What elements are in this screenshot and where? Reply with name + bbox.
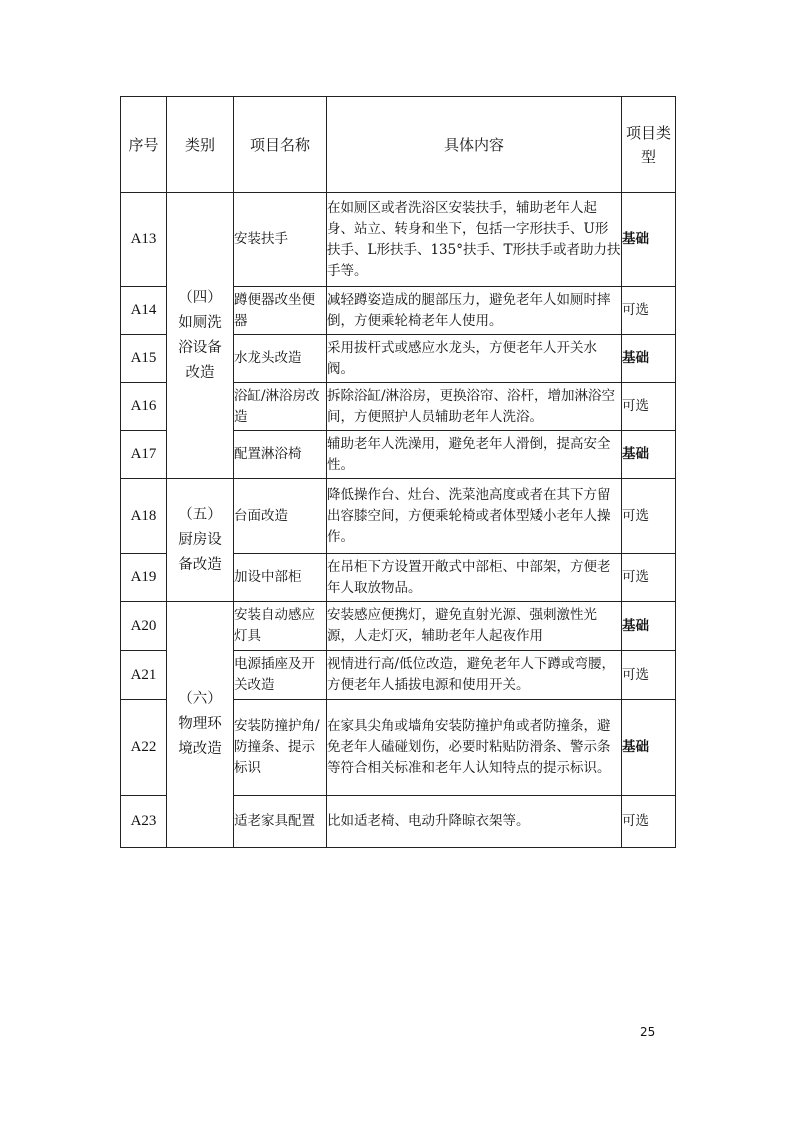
row-name: 台面改造	[234, 479, 327, 554]
row-type: 基础	[622, 431, 676, 479]
header-num: 序号	[121, 97, 167, 193]
header-content: 具体内容	[327, 97, 622, 193]
row-type: 可选	[622, 287, 676, 335]
row-num: A13	[121, 193, 167, 287]
row-type: 基础	[622, 700, 676, 796]
row-num: A20	[121, 602, 167, 651]
row-type: 基础	[622, 193, 676, 287]
row-num: A21	[121, 651, 167, 700]
row-num: A16	[121, 383, 167, 431]
row-name: 配置淋浴椅	[234, 431, 327, 479]
row-type: 可选	[622, 651, 676, 700]
row-num: A19	[121, 554, 167, 602]
row-name: 浴缸/淋浴房改造	[234, 383, 327, 431]
row-content: 拆除浴缸/淋浴房，更换浴帘、浴杆，增加淋浴空间，方便照护人员辅助老年人洗浴。	[327, 383, 622, 431]
row-name: 水龙头改造	[234, 335, 327, 383]
row-content: 在如厕区或者洗浴区安装扶手，辅助老年人起身、站立、转身和坐下，包括一字形扶手、U形扶手、L形扶手、135°扶手、T形扶手或者助力扶手等。	[327, 193, 622, 287]
row-name: 安装自动感应灯具	[234, 602, 327, 651]
table-row	[121, 602, 676, 651]
row-content: 采用拔杆式或感应水龙头，方便老年人开关水阀。	[327, 335, 622, 383]
row-num: A23	[121, 796, 167, 848]
row-type: 可选	[622, 554, 676, 602]
category-kitchen: （五）厨房设备改造	[167, 479, 234, 602]
row-num: A14	[121, 287, 167, 335]
page-number: 25	[640, 1025, 656, 1039]
category-env: （六）物理环境改造	[167, 602, 234, 848]
header-type: 项目类型	[622, 97, 676, 193]
header-category: 类别	[167, 97, 234, 193]
row-num: A15	[121, 335, 167, 383]
row-content: 比如适老椅、电动升降晾衣架等。	[327, 796, 622, 848]
row-name: 电源插座及开关改造	[234, 651, 327, 700]
table-header-row	[121, 97, 676, 193]
row-type: 可选	[622, 383, 676, 431]
row-name: 安装扶手	[234, 193, 327, 287]
row-name: 蹲便器改坐便器	[234, 287, 327, 335]
table-row	[121, 193, 676, 287]
row-content: 安装感应便携灯，避免直射光源、强刺激性光源，人走灯灭，辅助老年人起夜作用	[327, 602, 622, 651]
row-type: 可选	[622, 796, 676, 848]
row-type: 基础	[622, 602, 676, 651]
row-content: 在吊柜下方设置开敞式中部柜、中部架，方便老年人取放物品。	[327, 554, 622, 602]
row-num: A17	[121, 431, 167, 479]
row-name: 适老家具配置	[234, 796, 327, 848]
row-num: A18	[121, 479, 167, 554]
table-row	[121, 479, 676, 554]
row-name: 加设中部柜	[234, 554, 327, 602]
renovation-items-table	[120, 96, 676, 848]
row-name: 安装防撞护角/防撞条、提示标识	[234, 700, 327, 796]
header-name: 项目名称	[234, 97, 327, 193]
row-content: 辅助老年人洗澡用，避免老年人滑倒，提高安全性。	[327, 431, 622, 479]
row-type: 可选	[622, 479, 676, 554]
row-content: 在家具尖角或墙角安装防撞护角或者防撞条，避免老年人磕碰划伤，必要时粘贴防滑条、警示条等符合相关标准和老年人认知特点的提示标识。	[327, 700, 622, 796]
row-content: 视情进行高/低位改造，避免老年人下蹲或弯腰，方便老年人插拔电源和使用开关。	[327, 651, 622, 700]
row-num: A22	[121, 700, 167, 796]
category-bath: （四）如厕洗浴设备改造	[167, 193, 234, 479]
row-type: 基础	[622, 335, 676, 383]
row-content: 减轻蹲姿造成的腿部压力，避免老年人如厕时摔倒，方便乘轮椅老年人使用。	[327, 287, 622, 335]
row-content: 降低操作台、灶台、洗菜池高度或者在其下方留出容膝空间，方便乘轮椅或者体型矮小老年人操作。	[327, 479, 622, 554]
